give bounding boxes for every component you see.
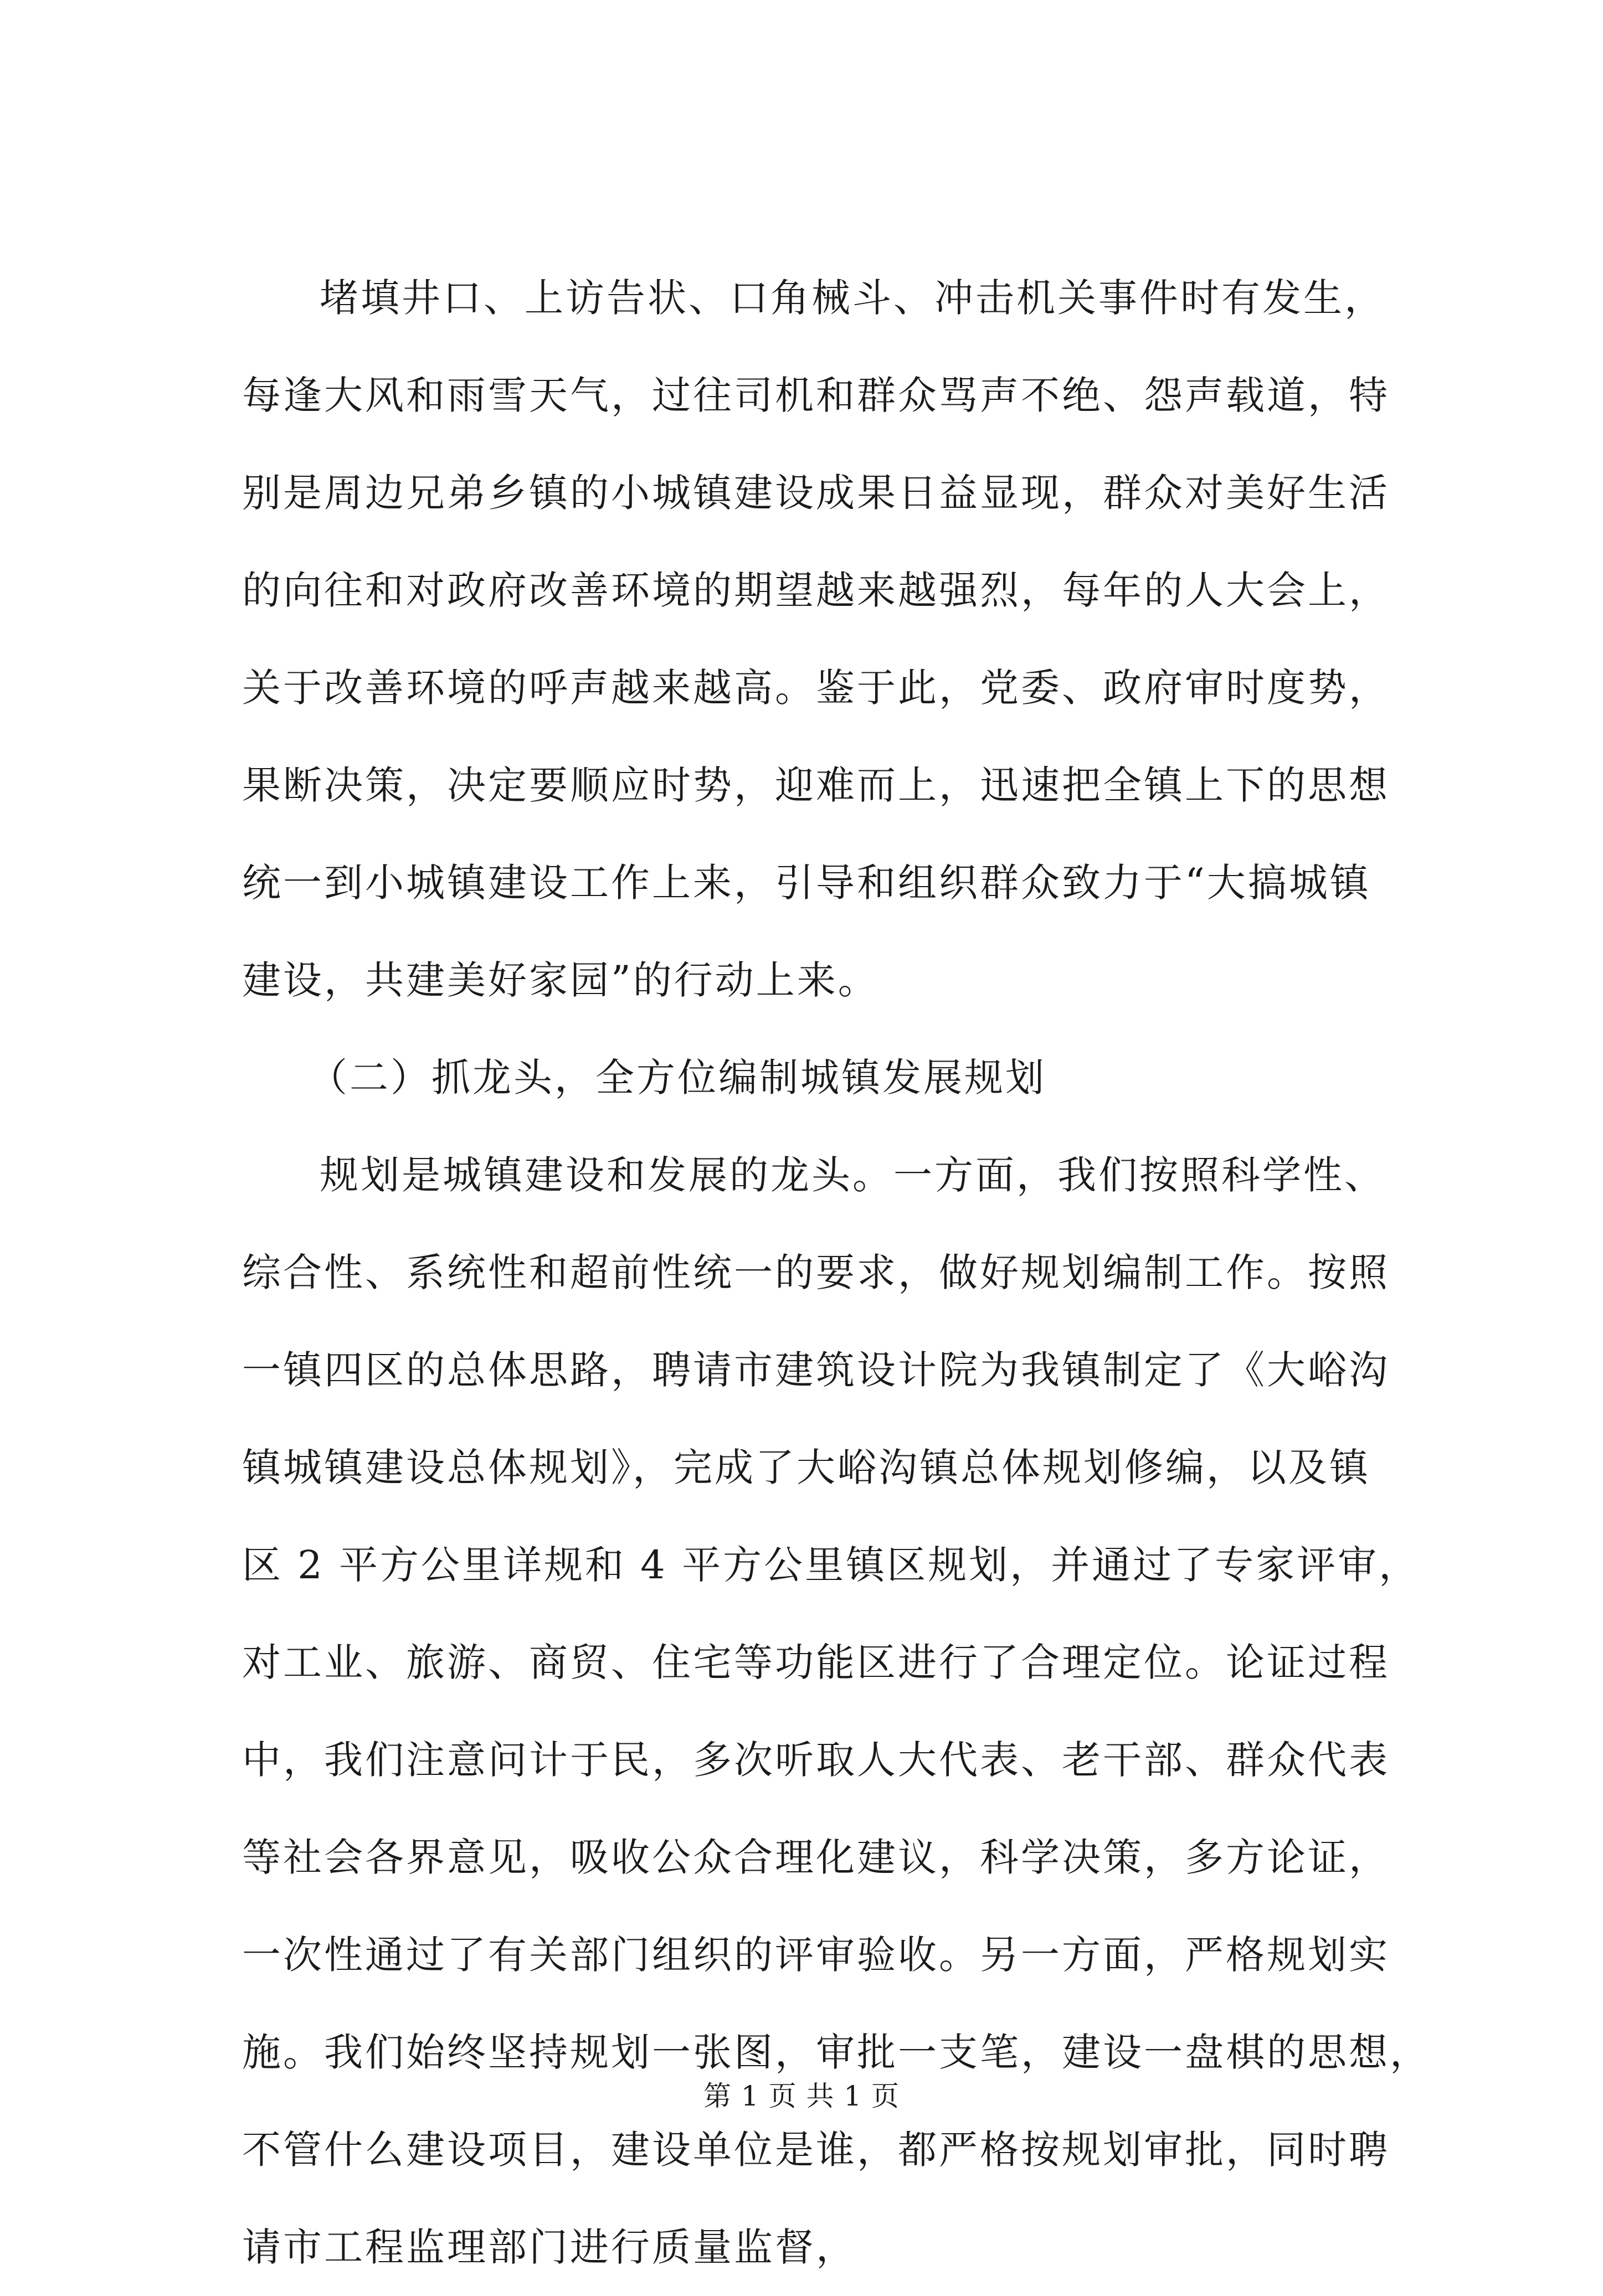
- text-line: 的向往和对政府改善环境的期望越来越强烈，每年的人大会上，: [242, 568, 1390, 613]
- text-line: 统一到小城镇建设工作上来，引导和组织群众致力于“大搞城镇: [242, 860, 1371, 905]
- text-line: 镇城镇建设总体规划》，完成了大峪沟镇总体规划修编，以及镇: [242, 1445, 1370, 1490]
- text-line: 别是周边兄弟乡镇的小城镇建设成果日益显现，群众对美好生活: [242, 470, 1390, 516]
- text-line: 请市工程监理部门进行质量监督，: [242, 2225, 857, 2270]
- text-line: 综合性、系统性和超前性统一的要求，做好规划编制工作。按照: [242, 1250, 1390, 1295]
- section-heading: （二）抓龙头，全方位编制城镇发展规划: [309, 1055, 1046, 1100]
- text-line: 中，我们注意问计于民，多次听取人大代表、老干部、群众代表: [242, 1737, 1390, 1783]
- text-line: 建设，共建美好家园”的行动上来。: [242, 957, 879, 1003]
- text-line: 一镇四区的总体思路，聘请市建筑设计院为我镇制定了《大峪沟: [242, 1347, 1390, 1393]
- text-line: 规划是城镇建设和发展的龙头。一方面，我们按照科学性、: [320, 1152, 1385, 1198]
- text-line: 果断决策，决定要顺应时势，迎难而上，迅速把全镇上下的思想: [242, 763, 1390, 808]
- text-line: 施。我们始终坚持规划一张图，审批一支笔，建设一盘棋的思想，: [242, 2030, 1431, 2075]
- text-line: 对工业、旅游、商贸、住宅等功能区进行了合理定位。论证过程: [242, 1640, 1390, 1685]
- document-body: [242, 249, 1431, 2296]
- text-line: 堵填井口、上访告状、口角械斗、冲击机关事件时有发生，: [320, 275, 1385, 321]
- page-footer: [0, 2079, 1603, 2113]
- text-line: 不管什么建设项目，建设单位是谁，都严格按规划审批，同时聘: [242, 2127, 1390, 2173]
- text-line: 等社会各界意见，吸收公众合理化建议，科学决策，多方论证，: [242, 1835, 1390, 1880]
- text-line: 一次性通过了有关部门组织的评审验收。另一方面，严格规划实: [242, 1932, 1390, 1978]
- page-number-label: 第 1 页 共 1 页: [703, 2080, 900, 2112]
- text-line: 关于改善环境的呼声越来越高。鉴于此，党委、政府审时度势，: [242, 665, 1390, 711]
- text-line: 区 2 平方公里详规和 4 平方公里镇区规划，并通过了专家评审，: [242, 1542, 1420, 1588]
- text-line: 每逢大风和雨雪天气，过往司机和群众骂声不绝、怨声载道，特: [242, 373, 1390, 418]
